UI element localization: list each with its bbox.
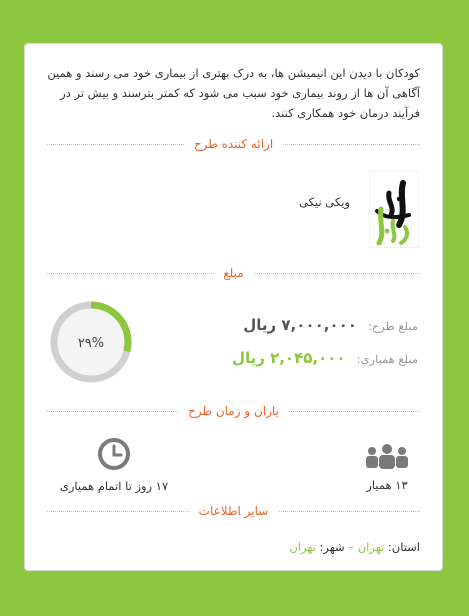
location-info xyxy=(289,540,420,554)
project-card xyxy=(24,43,443,571)
section-title-creator: ارائه کننده طرح xyxy=(184,136,283,152)
project-description: کودکان با دیدن این انیمیشن ها، به درک بهتری از بیماری خود می رسند و همین آگاهی آن ها از روند بیماری خود سبب می شود که کمتر بترسند و بیش تر در فرآیند درمان خود همکاری کنند. xyxy=(47,66,420,120)
goal-amount-label: مبلغ طرح: xyxy=(367,319,418,333)
supporters-stat xyxy=(352,442,422,492)
progress-percent-text: ۲۹% xyxy=(77,336,105,351)
section-title-other: سایر اطلاعات xyxy=(189,503,279,519)
section-divider-creator xyxy=(47,136,420,152)
raised-amount-value: ۲,۰۴۵,۰۰۰ ریال xyxy=(231,349,346,367)
goal-amount-value: ۷,۰۰۰,۰۰۰ ریال xyxy=(243,316,357,334)
city-label: شهر: xyxy=(319,540,345,554)
province-link[interactable]: تهران xyxy=(357,540,385,554)
province-label: استان: xyxy=(387,540,420,554)
city-link[interactable]: تهران xyxy=(289,540,316,554)
supporters-icon xyxy=(363,442,411,470)
goal-amount-row xyxy=(243,315,418,334)
vikiniki-logo-icon xyxy=(369,171,419,248)
days-left-stat xyxy=(49,437,179,493)
section-divider-amount xyxy=(47,265,420,281)
days-left-text: ۱۷ روز تا اتمام همیاری xyxy=(59,479,169,493)
creator-name[interactable]: ویکی نیکی xyxy=(299,195,350,209)
supporters-count: ۱۳ همیار xyxy=(366,478,408,492)
section-divider-supporters xyxy=(47,403,420,419)
section-title-supporters: یاران و زمان طرح xyxy=(178,403,289,419)
location-separator: – xyxy=(348,540,355,554)
raised-amount-label: مبلغ همیاری: xyxy=(356,352,418,366)
funding-progress-ring xyxy=(46,297,136,387)
clock-icon xyxy=(97,437,131,471)
raised-amount-row xyxy=(232,348,418,367)
section-divider-other xyxy=(47,503,420,519)
section-title-amount: مبلغ xyxy=(213,265,253,281)
